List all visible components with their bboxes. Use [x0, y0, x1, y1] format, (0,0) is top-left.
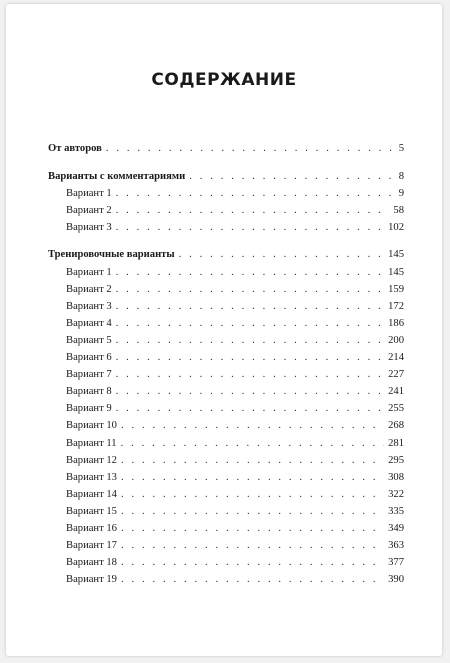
toc-entry-row: [48, 332, 404, 349]
dot-leader: [121, 537, 384, 554]
toc-page-number: 390: [388, 574, 404, 586]
toc-page-number: 281: [388, 437, 404, 449]
toc-entry-row: [48, 554, 404, 571]
toc-entry-label: От авторов: [48, 143, 102, 154]
dot-leader: [121, 435, 385, 452]
toc-entry-row: [48, 400, 404, 417]
toc-entry-label: Вариант 2: [66, 204, 112, 216]
toc-section-row: [48, 140, 404, 157]
toc-entry-label: Вариант 4: [66, 317, 112, 329]
toc-entry-label: Вариант 5: [66, 334, 112, 346]
toc-page-number: 349: [388, 522, 404, 534]
toc-page-number: 295: [388, 454, 404, 466]
dot-leader: [116, 185, 395, 202]
dot-leader: [116, 219, 384, 236]
dot-leader: [116, 383, 384, 400]
dot-leader: [116, 281, 384, 298]
dot-leader: [116, 366, 384, 383]
toc-entry-label: Варианты с комментариями: [48, 170, 186, 182]
toc-entry-row: [48, 202, 404, 219]
toc-page-number: 145: [388, 266, 404, 278]
toc-entry-label: Вариант 11: [66, 437, 117, 449]
toc-entry-row: [48, 366, 404, 383]
dot-leader: [121, 452, 384, 469]
dot-leader: [116, 400, 384, 417]
document-page: [6, 4, 442, 656]
toc-entry-label: Вариант 1: [66, 187, 112, 199]
toc-section-row: [48, 246, 404, 263]
dot-leader: [179, 246, 384, 263]
toc-entry-label: Вариант 14: [66, 488, 117, 500]
toc-entry-label: Вариант 16: [66, 522, 117, 534]
toc-entry-row: [48, 264, 404, 281]
table-of-contents: [48, 140, 404, 588]
toc-entry-row: [48, 417, 404, 434]
toc-entry-row: [48, 281, 404, 298]
toc-page-number: 322: [388, 488, 404, 500]
toc-entry-label: Вариант 6: [66, 352, 112, 364]
toc-entry-row: [48, 537, 404, 554]
dot-leader: [116, 349, 384, 366]
toc-page-number: 8: [398, 170, 404, 182]
toc-page-number: 102: [388, 221, 404, 233]
dot-leader: [121, 486, 384, 503]
toc-entry-label: Вариант 9: [66, 403, 112, 415]
toc-page-number: 214: [388, 352, 404, 364]
toc-entry-row: [48, 435, 404, 452]
page-title: СОДЕРЖАНИЕ: [151, 70, 297, 90]
toc-entry-label: Вариант 18: [66, 557, 117, 569]
toc-entry-label: Вариант 13: [66, 471, 117, 483]
toc-page-number: 172: [388, 300, 404, 312]
toc-entry-row: [48, 469, 404, 486]
toc-page-number: 5: [398, 143, 404, 154]
dot-leader: [106, 140, 395, 157]
toc-page-number: 227: [388, 369, 404, 381]
dot-leader: [121, 571, 384, 588]
toc-entry-label: Вариант 15: [66, 505, 117, 517]
toc-page-number: 335: [388, 505, 404, 517]
toc-page-number: 241: [388, 386, 404, 398]
toc-page-number: 268: [388, 420, 404, 432]
dot-leader: [121, 417, 384, 434]
toc-entry-row: [48, 571, 404, 588]
dot-leader: [116, 315, 384, 332]
toc-entry-row: [48, 486, 404, 503]
dot-leader: [121, 503, 384, 520]
dot-leader: [116, 264, 384, 281]
toc-page-number: 255: [388, 403, 404, 415]
dot-leader: [116, 298, 384, 315]
dot-leader: [121, 469, 384, 486]
toc-entry-label: Вариант 8: [66, 386, 112, 398]
toc-entry-label: Вариант 10: [66, 420, 117, 432]
toc-page-number: 9: [398, 187, 404, 199]
toc-page-number: 159: [388, 283, 404, 295]
toc-entry-row: [48, 185, 404, 202]
toc-entry-row: [48, 349, 404, 366]
toc-page-number: 308: [388, 471, 404, 483]
toc-entry-label: Вариант 7: [66, 369, 112, 381]
toc-entry-label: Вариант 3: [66, 300, 112, 312]
toc-section-row: [48, 168, 404, 185]
toc-entry-row: [48, 383, 404, 400]
toc-entry-row: [48, 298, 404, 315]
toc-page-number: 377: [388, 557, 404, 569]
toc-entry-row: [48, 520, 404, 537]
toc-entry-row: [48, 503, 404, 520]
toc-page-number: 200: [388, 334, 404, 346]
toc-entry-label: Вариант 2: [66, 283, 112, 295]
dot-leader: [116, 332, 384, 349]
dot-leader: [189, 168, 394, 185]
toc-entry-label: Тренировочные варианты: [48, 249, 175, 261]
toc-entry-label: Вариант 1: [66, 266, 112, 278]
toc-entry-label: Вариант 17: [66, 540, 117, 552]
toc-entry-row: [48, 315, 404, 332]
toc-page-number: 145: [388, 249, 404, 261]
toc-entry-row: [48, 452, 404, 469]
dot-leader: [116, 202, 390, 219]
toc-page-number: 186: [388, 317, 404, 329]
toc-entry-label: Вариант 19: [66, 574, 117, 586]
dot-leader: [121, 520, 384, 537]
dot-leader: [121, 554, 384, 571]
toc-entry-row: [48, 219, 404, 236]
toc-page-number: 363: [388, 540, 404, 552]
toc-page-number: 58: [393, 204, 404, 216]
toc-entry-label: Вариант 12: [66, 454, 117, 466]
toc-entry-label: Вариант 3: [66, 221, 112, 233]
